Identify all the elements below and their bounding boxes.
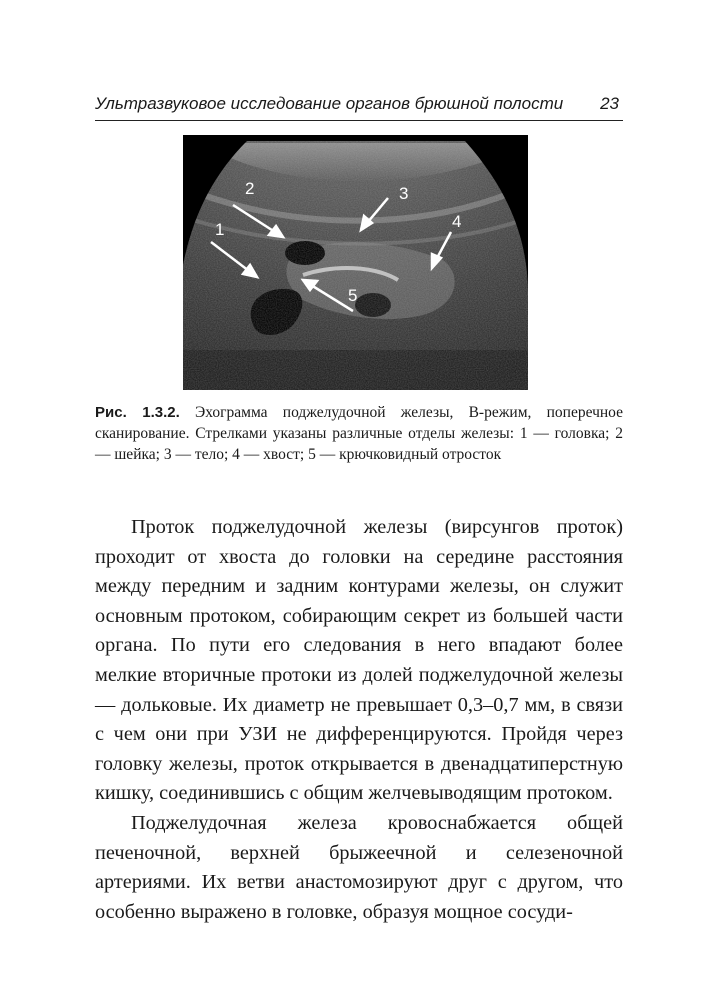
- marker-label-2: 2: [245, 179, 255, 198]
- caption-label: Рис. 1.3.2.: [95, 404, 180, 421]
- marker-label-1: 1: [215, 220, 225, 239]
- page-number: 23: [600, 94, 619, 113]
- ultrasound-figure: [183, 135, 528, 390]
- paragraph: Проток поджелудочной железы (вирсунгов проток) проходит от хвоста до головки на середине расстояния между передним и задним контурами железы, он служит основным протоком, собирающим секрет из большей части органа. По пути его следования в него впадают более мелкие вторичные протоки из долей поджелудочной железы — дольковые. Их диаметр не превышает 0,3–0,7 мм, в связи с чем они при УЗИ не дифференцируются. Пройдя через головку железы, проток открывается в двенадцатиперстную кишку, соединившись с общим желчевыводящим протоком.: [95, 516, 623, 805]
- ultrasound-image: [183, 135, 528, 390]
- figure-caption: [95, 402, 623, 465]
- marker-label-4: 4: [452, 212, 462, 231]
- running-title: Ультразвуковое исследование органов брюшной полости: [95, 94, 564, 113]
- marker-label-5: 5: [348, 286, 358, 305]
- running-header: [95, 91, 623, 117]
- paragraph: Поджелудочная железа кровоснабжается общей печеночной, верхней брыжеечной и селезеночной артериями. Их ветви анастомозируют друг с другом, что особенно выражено в головке, образуя мощное сосуди-: [95, 811, 623, 923]
- caption-text: Эхограмма поджелудочной железы, B-режим, поперечное сканирование. Стрелками указаны различные отделы железы: 1 — головка; 2 — шейка; 3 — тело; 4 — хвост; 5 — крючковидный отросток: [95, 404, 624, 463]
- header-rule: [95, 120, 623, 121]
- body-text: [95, 513, 623, 927]
- marker-label-3: 3: [399, 184, 409, 203]
